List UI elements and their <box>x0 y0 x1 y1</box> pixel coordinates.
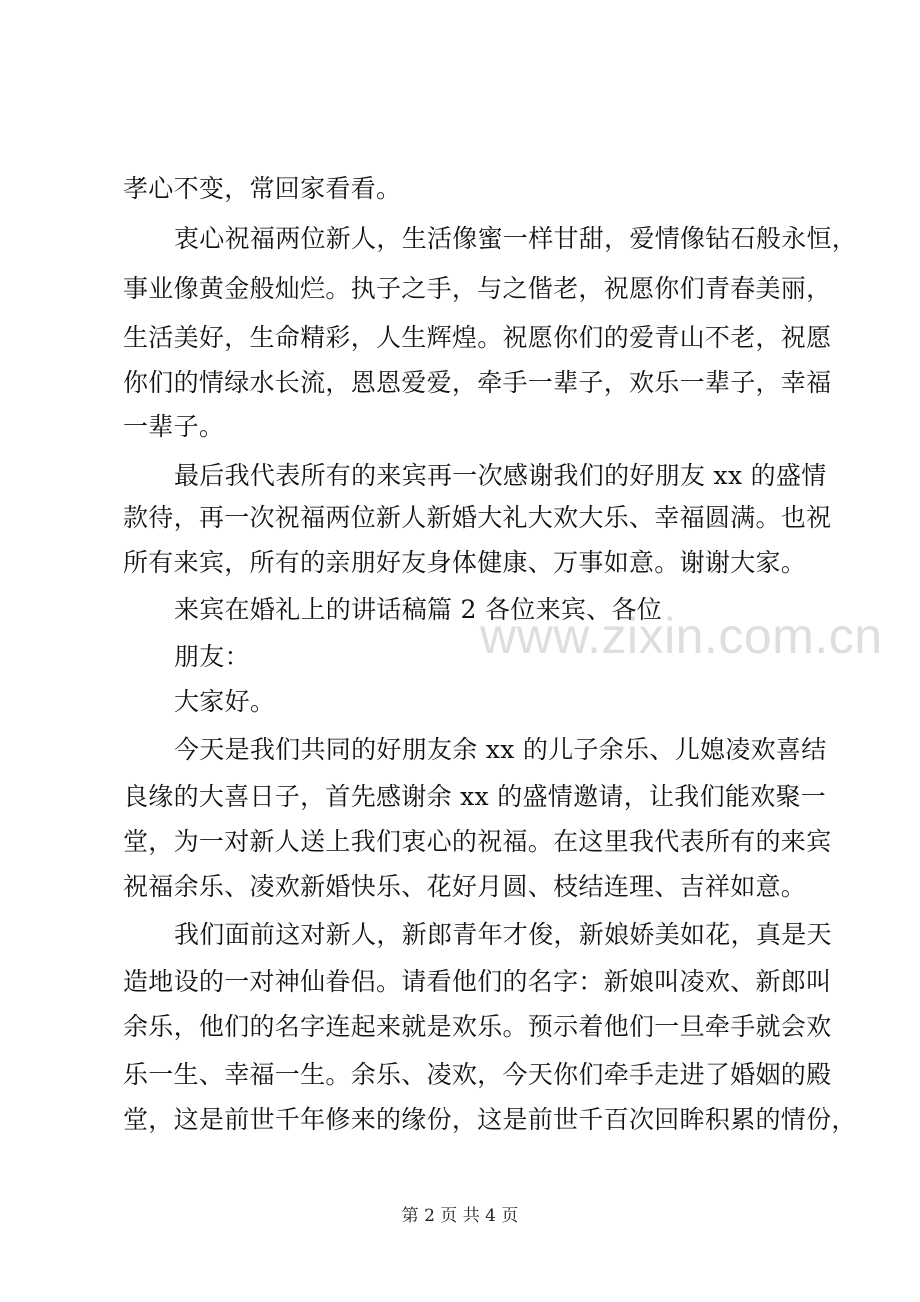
watermark-text: www.zixin.com.cn <box>480 608 883 664</box>
section-heading: 来宾在婚礼上的讲话稿篇 2 各位来宾、各位 <box>174 595 663 624</box>
text-line: 你们的情绿水长流，恩恩爱爱，牵手一辈子，欢乐一辈子，幸福 <box>123 368 832 397</box>
text-line: 良缘的大喜日子，首先感谢余 xx 的盛情邀请，让我们能欢聚一 <box>123 782 827 811</box>
text-line: 事业像黄金般灿烂。执子之手，与之偕老，祝愿你们青春美丽， <box>123 274 832 303</box>
text-line: 今天是我们共同的好朋友余 xx 的儿子余乐、儿媳凌欢喜结 <box>174 735 827 764</box>
text-line: 大家好。 <box>174 687 276 716</box>
text-line: 乐一生、幸福一生。余乐、凌欢，今天你们牵手走进了婚姻的殿 <box>123 1060 832 1089</box>
text-line: 孝心不变，常回家看看。 <box>123 174 402 203</box>
text-line: 朋友： <box>174 642 250 671</box>
text-line: 祝福余乐、凌欢新婚快乐、花好月圆、枝结连理、吉祥如意。 <box>123 872 807 901</box>
text-line: 我们面前这对新人，新郎青年才俊，新娘娇美如花，真是天 <box>174 920 832 949</box>
text-line: 堂，这是前世千年修来的缘份，这是前世千百次回眸积累的情份， <box>123 1105 857 1134</box>
text-line: 所有来宾，所有的亲朋好友身体健康、万事如意。谢谢大家。 <box>123 548 807 577</box>
text-line: 款待，再一次祝福两位新人新婚大礼大欢大乐、幸福圆满。也祝 <box>123 503 832 532</box>
text-line: 堂，为一对新人送上我们衷心的祝福。在这里我代表所有的来宾 <box>123 827 832 856</box>
page-number-footer: 第 2 页 共 4 页 <box>401 1206 519 1226</box>
text-line: 造地设的一对神仙眷侣。请看他们的名字：新娘叫凌欢、新郎叫 <box>123 967 832 996</box>
text-line: 一辈子。 <box>123 412 225 441</box>
text-line: 衷心祝福两位新人，生活像蜜一样甘甜，爱情像钻石般永恒， <box>174 224 858 253</box>
text-line: 余乐，他们的名字连起来就是欢乐。预示着他们一旦牵手就会欢 <box>123 1012 832 1041</box>
text-line: 生活美好，生命精彩，人生辉煌。祝愿你们的爱青山不老，祝愿 <box>123 323 832 352</box>
text-line: 最后我代表所有的来宾再一次感谢我们的好朋友 xx 的盛情 <box>174 461 827 490</box>
